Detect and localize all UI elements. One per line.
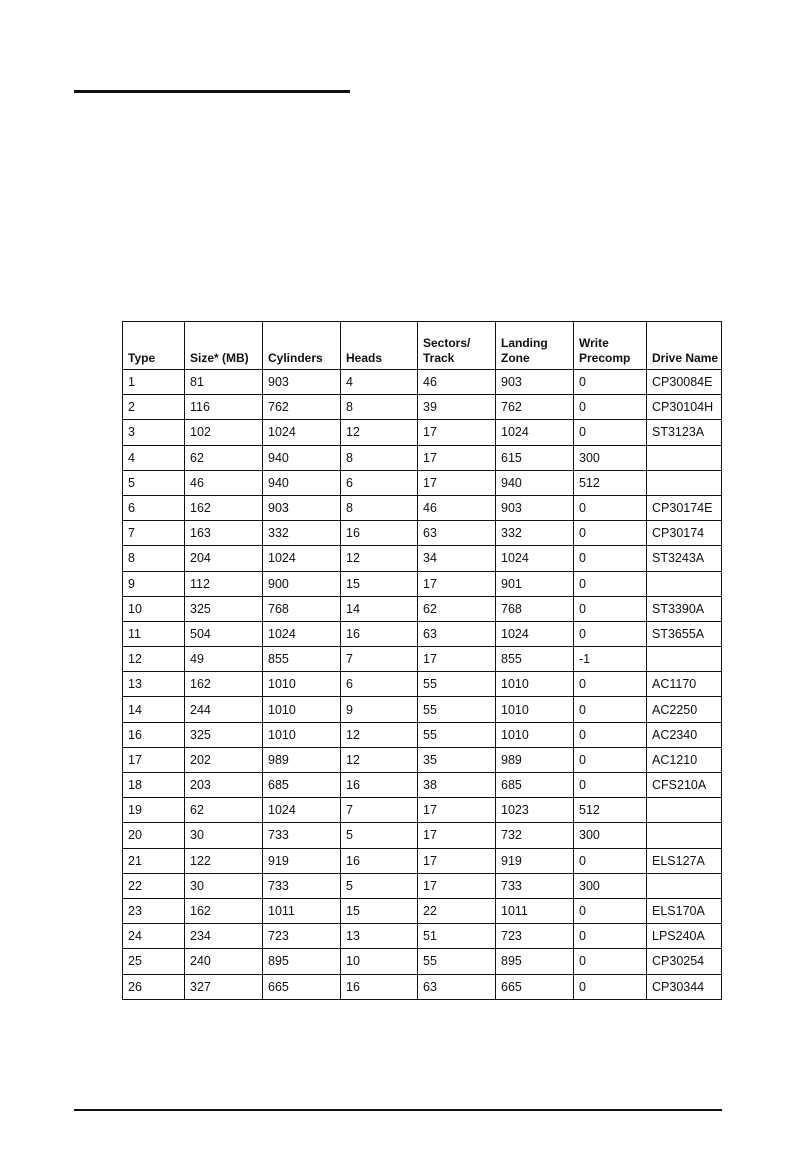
table-cell: 4 <box>341 370 418 395</box>
table-cell: 732 <box>496 823 574 848</box>
table-cell: 0 <box>574 773 647 798</box>
table-cell: 1023 <box>496 798 574 823</box>
table-cell: 512 <box>574 798 647 823</box>
table-cell: 300 <box>574 445 647 470</box>
table-cell: AC1170 <box>647 672 722 697</box>
table-cell: CP30254 <box>647 949 722 974</box>
table-cell: 63 <box>418 974 496 999</box>
table-cell: 10 <box>123 596 185 621</box>
table-row <box>123 495 722 520</box>
table-cell: CP30344 <box>647 974 722 999</box>
table-cell: ST3390A <box>647 596 722 621</box>
table-cell: 733 <box>263 823 341 848</box>
table-cell: 16 <box>341 848 418 873</box>
table-cell <box>647 823 722 848</box>
table-cell: 46 <box>185 470 263 495</box>
table-cell: 768 <box>496 596 574 621</box>
table-cell: 55 <box>418 672 496 697</box>
table-cell: 903 <box>496 495 574 520</box>
table-cell <box>647 647 722 672</box>
table-cell: 51 <box>418 924 496 949</box>
table-cell: 202 <box>185 747 263 772</box>
table-cell: 0 <box>574 395 647 420</box>
table-cell: 325 <box>185 596 263 621</box>
table-cell <box>647 470 722 495</box>
column-header: Heads <box>341 322 418 370</box>
table-cell: 16 <box>341 521 418 546</box>
table-cell: 24 <box>123 924 185 949</box>
table-cell: 1010 <box>263 697 341 722</box>
table-cell: 9 <box>341 697 418 722</box>
table-cell: 17 <box>418 798 496 823</box>
table-cell: 855 <box>496 647 574 672</box>
table-cell: 1024 <box>263 798 341 823</box>
table-cell: 1024 <box>263 621 341 646</box>
table-cell <box>647 445 722 470</box>
drive-type-table <box>122 321 722 1000</box>
table-row <box>123 571 722 596</box>
table-cell: 17 <box>123 747 185 772</box>
table-cell: 19 <box>123 798 185 823</box>
table-cell: ST3655A <box>647 621 722 646</box>
table-cell: 0 <box>574 747 647 772</box>
table-cell: 0 <box>574 722 647 747</box>
table-cell: 8 <box>123 546 185 571</box>
table-cell: ST3243A <box>647 546 722 571</box>
table-row <box>123 898 722 923</box>
table-header-row <box>123 322 722 370</box>
table-row <box>123 798 722 823</box>
table-cell: 5 <box>341 873 418 898</box>
table-cell: 16 <box>341 621 418 646</box>
column-header: Landing Zone <box>496 322 574 370</box>
table-cell: 1024 <box>496 621 574 646</box>
table-cell: 35 <box>418 747 496 772</box>
table-cell: 762 <box>263 395 341 420</box>
table-cell: 17 <box>418 873 496 898</box>
table-cell: 900 <box>263 571 341 596</box>
table-cell: ELS170A <box>647 898 722 923</box>
column-header: Drive Name <box>647 322 722 370</box>
table-cell: 0 <box>574 848 647 873</box>
table-cell: 14 <box>341 596 418 621</box>
table-cell: 55 <box>418 697 496 722</box>
table-cell: CP30174 <box>647 521 722 546</box>
table-cell: 63 <box>418 621 496 646</box>
table-cell: 16 <box>341 773 418 798</box>
table-row <box>123 370 722 395</box>
table-cell: 1010 <box>496 697 574 722</box>
table-cell <box>647 873 722 898</box>
header-rule <box>74 90 350 93</box>
column-header: Size* (MB) <box>185 322 263 370</box>
table-cell: 55 <box>418 722 496 747</box>
table-cell: 17 <box>418 647 496 672</box>
table-cell: 504 <box>185 621 263 646</box>
table-cell: 0 <box>574 898 647 923</box>
table-row <box>123 621 722 646</box>
table-cell: ELS127A <box>647 848 722 873</box>
table-cell: 2 <box>123 395 185 420</box>
table-cell: 16 <box>123 722 185 747</box>
table-row <box>123 949 722 974</box>
table-cell: 1010 <box>263 672 341 697</box>
table-cell: 13 <box>341 924 418 949</box>
table-cell: 25 <box>123 949 185 974</box>
table-cell: 163 <box>185 521 263 546</box>
table-cell: 17 <box>418 470 496 495</box>
table-cell: 46 <box>418 370 496 395</box>
table-cell: 203 <box>185 773 263 798</box>
table-cell: 895 <box>263 949 341 974</box>
table-cell: 4 <box>123 445 185 470</box>
table-cell: 204 <box>185 546 263 571</box>
table-cell: CP30084E <box>647 370 722 395</box>
table-row <box>123 747 722 772</box>
table-cell: 0 <box>574 420 647 445</box>
table-row <box>123 647 722 672</box>
table-cell: 49 <box>185 647 263 672</box>
table-cell: 901 <box>496 571 574 596</box>
table-cell: 63 <box>418 521 496 546</box>
table-cell: 0 <box>574 571 647 596</box>
table-cell: 300 <box>574 823 647 848</box>
table-cell: 940 <box>496 470 574 495</box>
table-cell: 0 <box>574 924 647 949</box>
table-cell: 12 <box>341 420 418 445</box>
table-cell: 15 <box>341 571 418 596</box>
table-cell: 10 <box>341 949 418 974</box>
table-cell: 162 <box>185 898 263 923</box>
table-cell: 112 <box>185 571 263 596</box>
table-row <box>123 420 722 445</box>
table-cell: 940 <box>263 470 341 495</box>
table-cell: 1024 <box>263 420 341 445</box>
table-cell: 615 <box>496 445 574 470</box>
table-cell: 12 <box>123 647 185 672</box>
table-cell: 919 <box>263 848 341 873</box>
table-cell: 30 <box>185 823 263 848</box>
table-cell: AC2340 <box>647 722 722 747</box>
table-cell: 20 <box>123 823 185 848</box>
table-cell: 7 <box>123 521 185 546</box>
table-cell: 1 <box>123 370 185 395</box>
table-cell: 940 <box>263 445 341 470</box>
table-cell: 162 <box>185 672 263 697</box>
table-cell: 903 <box>263 370 341 395</box>
table-cell: CP30174E <box>647 495 722 520</box>
table-cell: 244 <box>185 697 263 722</box>
table-cell: 1010 <box>496 672 574 697</box>
table-cell: 685 <box>263 773 341 798</box>
table-cell: 17 <box>418 823 496 848</box>
table-cell: 17 <box>418 445 496 470</box>
table-cell: 1024 <box>263 546 341 571</box>
table-cell: 14 <box>123 697 185 722</box>
table-cell: 62 <box>185 798 263 823</box>
table-cell: 46 <box>418 495 496 520</box>
table-cell: 0 <box>574 370 647 395</box>
table-cell: 1011 <box>496 898 574 923</box>
table-cell: 989 <box>496 747 574 772</box>
table-cell: 0 <box>574 521 647 546</box>
table-cell: 0 <box>574 621 647 646</box>
table-row <box>123 546 722 571</box>
table-row <box>123 596 722 621</box>
table-cell: 0 <box>574 546 647 571</box>
table-cell: 62 <box>418 596 496 621</box>
table-cell: 9 <box>123 571 185 596</box>
table-cell: 102 <box>185 420 263 445</box>
table-row <box>123 823 722 848</box>
table-cell: 8 <box>341 395 418 420</box>
table-cell: 665 <box>496 974 574 999</box>
table-cell: 22 <box>418 898 496 923</box>
table-cell: 17 <box>418 571 496 596</box>
table-cell: 7 <box>341 798 418 823</box>
table-cell: 13 <box>123 672 185 697</box>
table-cell: 17 <box>418 420 496 445</box>
table-cell: 762 <box>496 395 574 420</box>
table-row <box>123 445 722 470</box>
table-cell: 512 <box>574 470 647 495</box>
table-cell: 15 <box>341 898 418 923</box>
table-cell: AC1210 <box>647 747 722 772</box>
table-cell: 62 <box>185 445 263 470</box>
table-cell <box>647 798 722 823</box>
table-cell: 18 <box>123 773 185 798</box>
table-cell: 733 <box>263 873 341 898</box>
table-cell: 919 <box>496 848 574 873</box>
table-cell: CP30104H <box>647 395 722 420</box>
table-cell: 30 <box>185 873 263 898</box>
table-cell: 6 <box>341 672 418 697</box>
table-row <box>123 521 722 546</box>
table-cell: 23 <box>123 898 185 923</box>
table-cell: 723 <box>263 924 341 949</box>
table-cell: LPS240A <box>647 924 722 949</box>
table-cell: AC2250 <box>647 697 722 722</box>
table-cell: 6 <box>123 495 185 520</box>
table-cell: 12 <box>341 546 418 571</box>
table-cell: 723 <box>496 924 574 949</box>
table-cell: 21 <box>123 848 185 873</box>
table-row <box>123 848 722 873</box>
table-cell: 16 <box>341 974 418 999</box>
table-cell: 0 <box>574 974 647 999</box>
table-cell: 332 <box>263 521 341 546</box>
table-cell: 38 <box>418 773 496 798</box>
table-cell: ST3123A <box>647 420 722 445</box>
table-cell: CFS210A <box>647 773 722 798</box>
table-cell: -1 <box>574 647 647 672</box>
table-cell: 162 <box>185 495 263 520</box>
table-cell: 855 <box>263 647 341 672</box>
table-cell: 895 <box>496 949 574 974</box>
table-cell: 34 <box>418 546 496 571</box>
table-cell: 240 <box>185 949 263 974</box>
table-cell: 12 <box>341 747 418 772</box>
column-header: Write Precomp <box>574 322 647 370</box>
table-row <box>123 873 722 898</box>
table-cell: 0 <box>574 697 647 722</box>
column-header: Cylinders <box>263 322 341 370</box>
column-header: Type <box>123 322 185 370</box>
table-cell: 55 <box>418 949 496 974</box>
table-cell: 0 <box>574 596 647 621</box>
table-cell: 1010 <box>496 722 574 747</box>
table-cell: 12 <box>341 722 418 747</box>
table-cell: 7 <box>341 647 418 672</box>
table-cell: 0 <box>574 495 647 520</box>
footer-rule <box>74 1109 722 1111</box>
table-cell: 300 <box>574 873 647 898</box>
table-cell: 665 <box>263 974 341 999</box>
table-cell: 116 <box>185 395 263 420</box>
table-cell: 325 <box>185 722 263 747</box>
table-row <box>123 722 722 747</box>
table-cell: 903 <box>263 495 341 520</box>
table-cell: 26 <box>123 974 185 999</box>
table-cell: 327 <box>185 974 263 999</box>
table-cell: 332 <box>496 521 574 546</box>
table-cell: 6 <box>341 470 418 495</box>
table-row <box>123 773 722 798</box>
table-cell: 0 <box>574 949 647 974</box>
table-cell: 22 <box>123 873 185 898</box>
table-cell: 8 <box>341 495 418 520</box>
table-cell: 3 <box>123 420 185 445</box>
table-cell: 1024 <box>496 546 574 571</box>
table-cell: 733 <box>496 873 574 898</box>
table-cell: 685 <box>496 773 574 798</box>
table-cell: 989 <box>263 747 341 772</box>
table-cell: 0 <box>574 672 647 697</box>
table-cell: 903 <box>496 370 574 395</box>
table-cell: 1011 <box>263 898 341 923</box>
table-cell: 5 <box>341 823 418 848</box>
table-body <box>123 370 722 1000</box>
table-cell <box>647 571 722 596</box>
table-cell: 1010 <box>263 722 341 747</box>
table-cell: 1024 <box>496 420 574 445</box>
table-cell: 122 <box>185 848 263 873</box>
column-header: Sectors/ Track <box>418 322 496 370</box>
table-row <box>123 395 722 420</box>
table-cell: 5 <box>123 470 185 495</box>
table-row <box>123 470 722 495</box>
table-cell: 17 <box>418 848 496 873</box>
table-row <box>123 924 722 949</box>
table-cell: 81 <box>185 370 263 395</box>
table-cell: 11 <box>123 621 185 646</box>
table-cell: 234 <box>185 924 263 949</box>
table-row <box>123 974 722 999</box>
table-row <box>123 672 722 697</box>
table-cell: 8 <box>341 445 418 470</box>
table-cell: 768 <box>263 596 341 621</box>
table-cell: 39 <box>418 395 496 420</box>
table-row <box>123 697 722 722</box>
